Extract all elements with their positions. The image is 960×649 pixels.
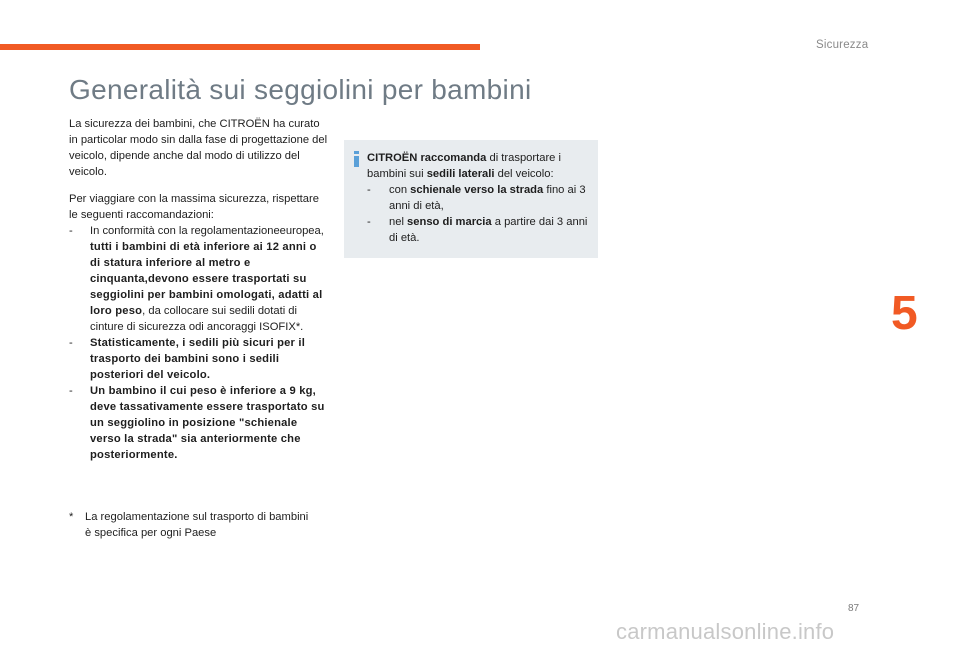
watermark[interactable]: carmanualsonline.info — [616, 619, 835, 644]
footnote-text: La regolamentazione sul trasporto di bambini è specifica per ogni Paese — [85, 511, 309, 539]
section-label: Sicurezza — [816, 39, 869, 51]
chapter-number: 5 — [891, 287, 918, 340]
list-item-pre: nel — [389, 216, 408, 228]
list-item-bold: schienale verso la strada — [410, 184, 544, 196]
page-number: 87 — [848, 603, 860, 614]
list-item-bold: Statisticamente, i sedili più sicuri per il trasporto dei bambini sono i sedili posteriori del veicolo. — [90, 337, 306, 381]
info-box-bold1: sedili laterali — [426, 168, 495, 180]
list-item-post: fino ai 3 anni di età, — [389, 184, 586, 212]
list-item-bold: tutti i bambini di età inferiore ai 12 anni o di statura inferiore al metro e cinquanta,devono essere trasportati su seggiolini per bambini omologati, adatti al loro peso — [90, 241, 323, 317]
footnote — [69, 509, 309, 541]
recommendations-lead-text: Per viaggiare con la massima sicurezza, rispettare le seguenti raccomandazioni: — [69, 193, 319, 221]
list-item-bold: senso di marcia — [407, 216, 492, 228]
list-item — [367, 214, 593, 246]
list-item-bold: Un bambino il cui peso è inferiore a 9 kg, deve tassativamente essere trasportato su un seggiolino in posizione "schienale verso la strada" sia anteriormente che posteriormente. — [90, 385, 325, 461]
list-item — [69, 335, 329, 383]
intro-paragraph: La sicurezza dei bambini, che CITROËN ha curato in particolar modo sin dalla fase di progettazione del veicolo, dipende anche dal modo di utilizzo del veicolo. — [69, 118, 328, 178]
info-box-text2: del veicolo: — [494, 168, 554, 180]
list-item-pre: con — [389, 184, 411, 196]
footnote-marker: * — [69, 511, 74, 523]
info-box-text — [367, 150, 593, 246]
info-box-text1: di trasportare i bambini sui — [367, 152, 561, 180]
recommendation-info-box — [344, 140, 598, 258]
info-box-list — [367, 182, 593, 246]
list-item-tail: , da collocare sui sedili dotati di cinture di sicurezza odi ancoraggi ISOFIX*. — [90, 305, 304, 333]
recommendations-lead — [69, 191, 329, 223]
main-column — [69, 116, 329, 463]
page-title: Generalità sui seggiolini per bambini — [69, 74, 532, 105]
list-dash: - — [69, 337, 73, 349]
info-box-lead — [367, 150, 593, 182]
header-accent-bar — [0, 44, 480, 50]
list-item — [69, 383, 329, 463]
list-item-text: In conformità con la regolamentazioneeuropea, — [90, 225, 324, 237]
recommendations-list — [69, 223, 329, 463]
info-box-brand: CITROËN raccomanda — [367, 152, 487, 164]
list-item — [69, 223, 329, 335]
list-dash: - — [367, 184, 371, 196]
info-icon — [352, 151, 361, 167]
list-dash: - — [69, 385, 73, 397]
list-item-post: a partire dai 3 anni di età. — [389, 216, 588, 244]
list-item — [367, 182, 593, 214]
list-dash: - — [69, 225, 73, 237]
list-dash: - — [367, 216, 371, 228]
